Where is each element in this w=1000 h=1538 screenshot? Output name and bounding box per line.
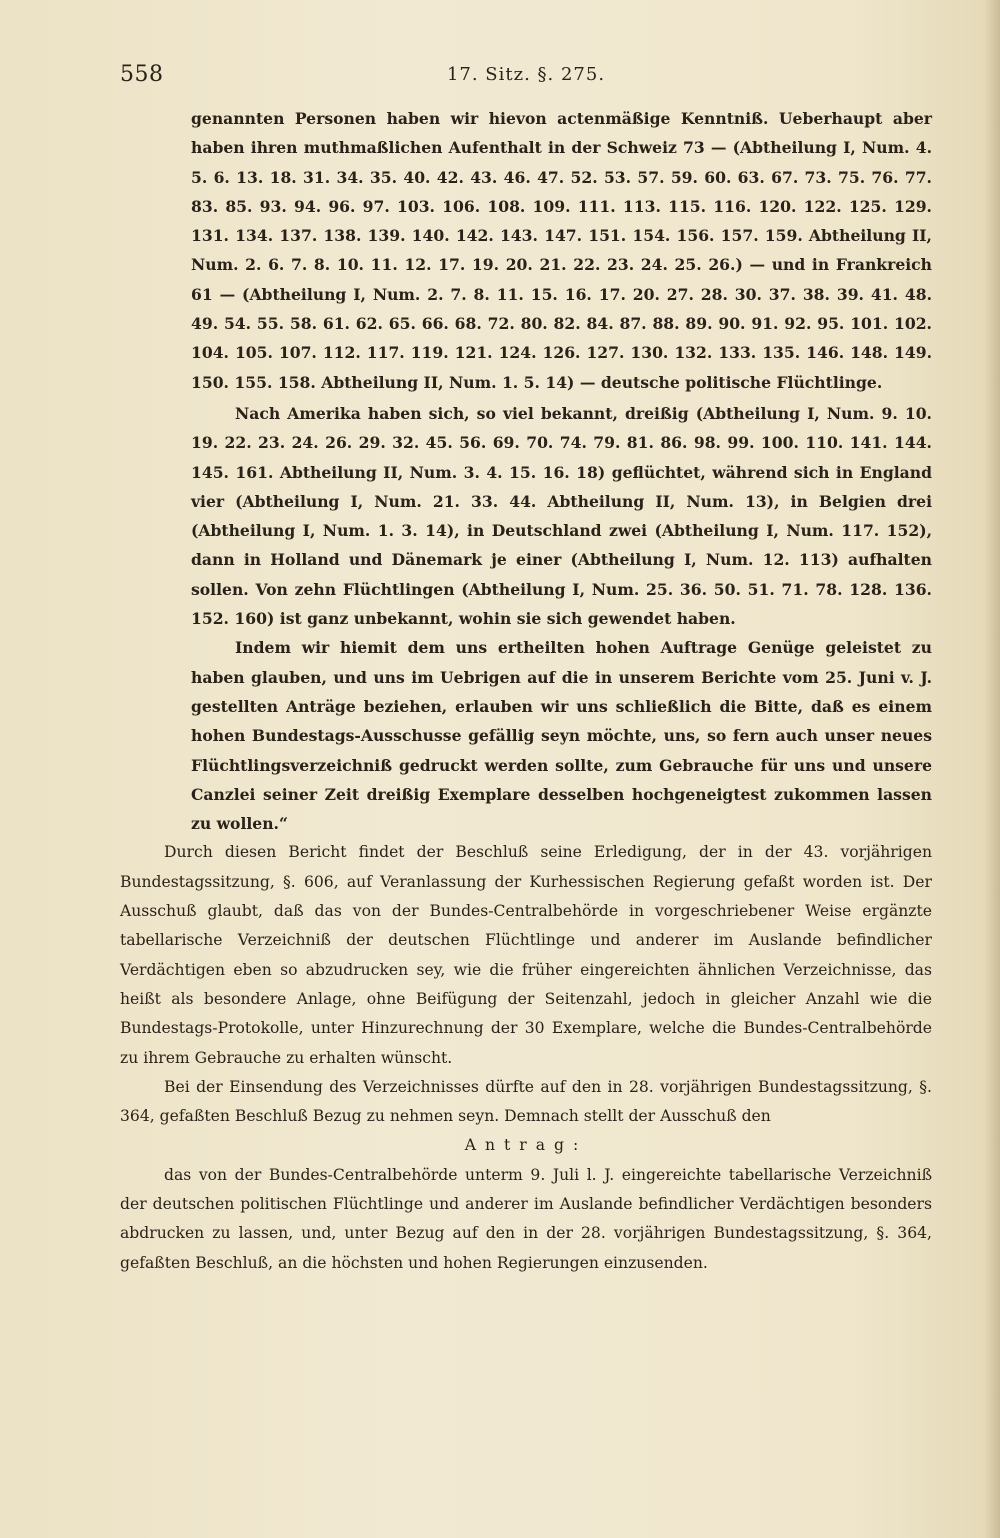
motion-heading: Antrag: [464,1136,588,1155]
page-header [120,62,932,96]
paragraph-committee-report: Durch diesen Bericht findet der Beschluß seine Erledigung, der in der 43. vorjährigen Bundestagssitzung, §. 606, auf Veranlassung der Kurhessischen Regierung gefaßt worden ist. Der Ausschuß glaubt, daß das von der Bundes-Centralbehörde in vorgeschriebener Weise ergänzte tabellarische Verzeichniß der deutschen Flüchtlinge und anderer im Auslande befindlicher Verdächtigen eben so abzudrucken sey, wie die früher eingereichten ähnlichen Verzeichnisse, das heißt als besondere Anlage, ohne Beifügung der Seitenzahl, jedoch in gleicher Anzahl wie die Bundestags-Protokolle, unter Hinzurechnung der 30 Exemplare, welche die Bundes-Centralbehörde zu ihrem Gebrauche zu erhalten wünscht. [120,843,932,1067]
paragraph-reference-decision: Bei der Einsendung des Verzeichnisses dürfte auf den in 28. vorjährigen Bundestagssitzung, §. 364, gefaßten Beschluß Bezug zu nehmen seyn. Demnach stellt der Ausschuß den [120,1077,932,1126]
paragraph-motion-text: das von der Bundes-Centralbehörde unterm 9. Juli l. J. eingereichte tabellarische Verzeichniß der deutschen politischen Flüchtlinge und anderer im Auslande befindlicher Verdächtigen besonders abdrucken zu lassen, und, unter Bezug auf den in der 28. vorjährigen Bundestagssitzung, §. 364, gefaßten Beschluß, an die höchsten und hohen Regierungen einzusenden. [120,1165,932,1272]
paragraph-refugees-switzerland-france: genannten Personen haben wir hievon actenmäßige Kenntniß. Ueberhaupt aber haben ihren muthmaßlichen Aufenthalt in der Schweiz 73 — (Abtheilung I, Num. 4. 5. 6. 13. 18. 31. 34. 35. 40. 42. 43. 46. 47. 52. 53. 57. 59. 60. 63. 67. 73. 75. 76. 77. 83. 85. 93. 94. 96. 97. 103. 106. 108. 109. 111. 113. 115. 116. 120. 122. 125. 129. 131. 134. 137. 138. 139. 140. 142. 143. 147. 151. 154. 156. 157. 159. Abtheilung II, Num. 2. 6. 7. 8. 10. 11. 12. 17. 19. 20. 21. 22. 23. 24. 25. 26.) — und in Frankreich 61 — (Abtheilung I, Num. 2. 7. 8. 11. 15. 16. 17. 20. 27. 28. 30. 37. 38. 39. 41. 48. 49. 54. 55. 58. 61. 62. 65. 66. 68. 72. 80. 82. 84. 87. 88. 89. 90. 91. 92. 95. 101. 102. 104. 105. 107. 112. 117. 119. 121. 124. 126. 127. 130. 132. 133. 135. 146. 148. 149. 150. 155. 158. Abtheilung II, Num. 1. 5. 14) — deutsche politische Flüchtlinge. [191,109,932,392]
page-edge-shadow [984,0,1000,1538]
paragraph-request-copies: Indem wir hiemit dem uns ertheilten hohen Auftrage Genüge geleistet zu haben glauben, und uns im Uebrigen auf die in unserem Berichte vom 25. Juni v. J. gestellten Anträge beziehen, erlauben wir uns schließlich die Bitte, daß es einem hohen Bundestags-Ausschusse gefällig seyn möchte, uns, so fern auch unser neues Flüchtlingsverzeichniß gedruckt werden sollte, zum Gebrauche für uns und unsere Canzlei seiner Zeit dreißig Exemplare desselben hochgeneigtest zukommen lassen zu wollen.“ [191,638,932,834]
page-number: 558 [120,62,164,87]
page-body [120,104,932,1278]
paragraph-refugees-other-countries: Nach Amerika haben sich, so viel bekannt, dreißig (Abtheilung I, Num. 9. 10. 19. 22. 23. 24. 26. 29. 32. 45. 56. 69. 70. 74. 79. 81. 86. 98. 99. 100. 110. 141. 144. 145. 161. Abtheilung II, Num. 3. 4. 15. 16. 18) geflüchtet, während sich in England vier (Abtheilung I, Num. 21. 33. 44. Abtheilung II, Num. 13), in Belgien drei (Abtheilung I, Num. 1. 3. 14), in Deutschland zwei (Abtheilung I, Num. 117. 152), dann in Holland und Dänemark je einer (Abtheilung I, Num. 12. 113) aufhalten sollen. Von zehn Flüchtlingen (Abtheilung I, Num. 25. 36. 50. 51. 71. 78. 128. 136. 152. 160) ist ganz unbekannt, wohin sie sich gewendet haben. [191,403,932,629]
running-title: 17. Sitz. §. 275. [446,64,606,85]
